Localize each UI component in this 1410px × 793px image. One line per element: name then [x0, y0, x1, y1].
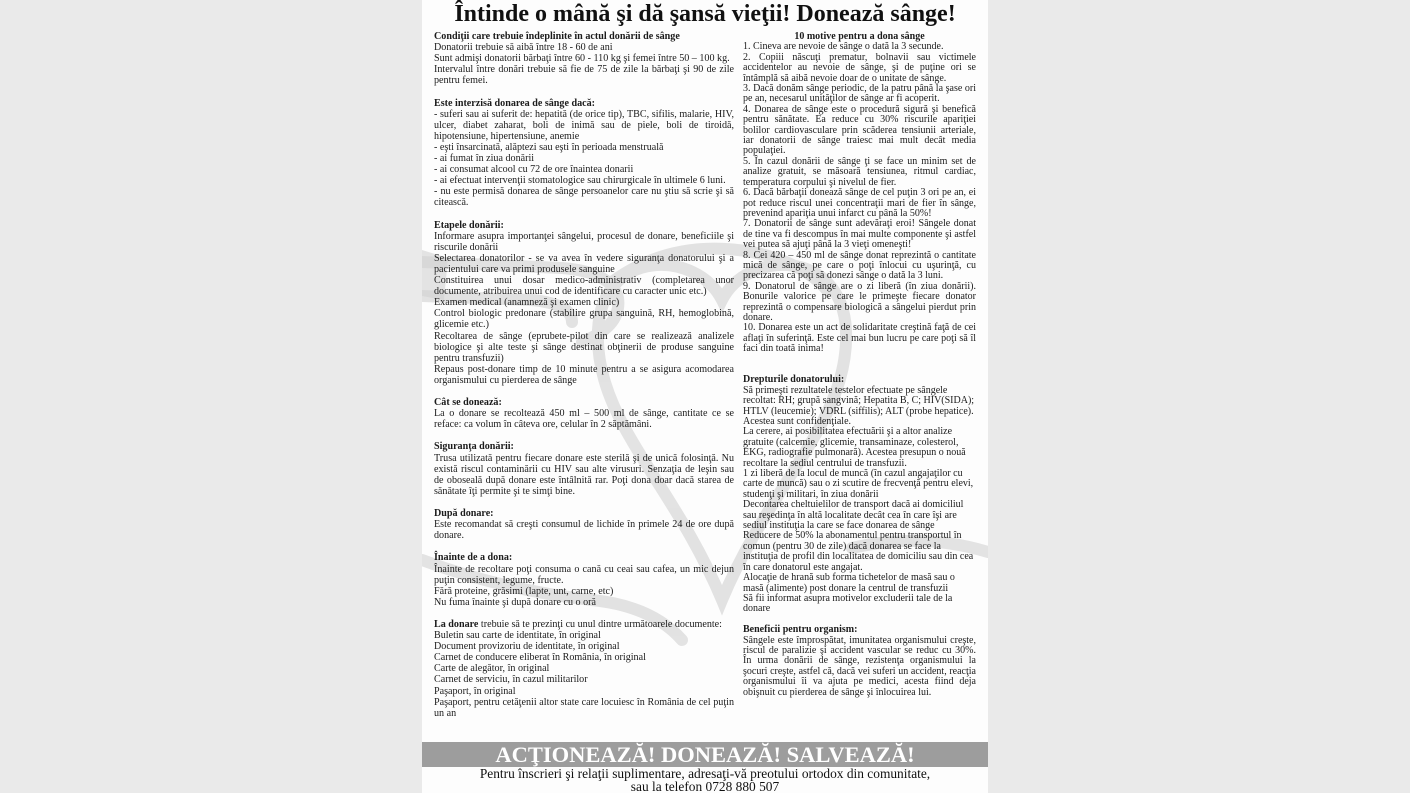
- section-heading: Drepturile donatorului:: [743, 374, 845, 386]
- section-heading: 10 motive pentru a dona sânge: [794, 31, 925, 42]
- donor-right-item: La cerere, ai posibilitatea efectuării şi a altor analize gratuite (calcemie, glicemie, transaminaze, colesterol, EKG, radiografie pulmonară). Acestea presupun o nouă recoltare la sediul centrului de transfuzii.: [743, 426, 966, 469]
- donor-right-item: Reducere de 50% la abonamentul pentru transportul în comun (pentru 30 de zile) dacă donarea se face la instituţia de profil din localitatea de domiciliu sau din cea în care donatorul este angajat.: [743, 530, 974, 573]
- document-item: Document provizoriu de identitate, în original: [434, 641, 620, 653]
- reason-item: 7. Donatorii de sânge sunt adevăraţi eroi! Sângele donat de tine va fi descompus în mai multe componente şi astfel vei putea să ajuţi până la 3 vieţi omeneşti!: [743, 218, 976, 251]
- section-donation-steps: [434, 220, 734, 386]
- section-donor-rights: [743, 375, 976, 614]
- section-donation-conditions: [434, 31, 734, 86]
- section-ten-reasons: [743, 32, 976, 355]
- contraindication-item: - nu este permisă donarea de sânge persoanelor care nu ştiu să scrie şi să citească.: [434, 186, 734, 209]
- donation-step-item: Repaus post-donare timp de 10 minute pentru a se asigura acomodarea organismului cu pierderea de sânge: [434, 363, 734, 386]
- right-column: [743, 32, 976, 698]
- section-heading: Este interzisă donarea de sânge dacă:: [434, 97, 596, 109]
- donation-step-item: Recoltarea de sânge (eprubete-pilot din care se realizează analizele biologice şi alte teste şi sânge destinat obţinerii de produse sanguine pentru transfuzii): [434, 330, 734, 364]
- reason-item: 3. Dacă donăm sânge periodic, de la patru până la şase ori pe an, necesarul unităţilor de sânge ar fi acoperit.: [743, 83, 976, 105]
- document-item: Paşaport, pentru cetăţenii altor state care locuiesc în România de cel puţin un an: [434, 696, 734, 719]
- contraindication-item: - ai fumat în ziua donării: [434, 153, 535, 165]
- left-column: [434, 31, 734, 719]
- section-contraindications: [434, 98, 734, 209]
- section-heading: Condiţii care trebuie îndeplinite în actul donării de sânge: [434, 31, 680, 42]
- contraindication-item: - eşti însarcinată, alăptezi sau eşti în perioada menstruală: [434, 141, 664, 153]
- section-after-donation: [434, 508, 734, 541]
- donation-step-item: Selectarea donatorilor - se va avea în vedere siguranţa donatorului şi a pacientului care va primi produsele sanguine: [434, 252, 734, 275]
- document-item: Buletin sau carte de identitate, în original: [434, 630, 601, 642]
- advice-item: Fără proteine, grăsimi (lapte, unt, carne, etc): [434, 585, 614, 597]
- document-item: Paşaport, în original: [434, 685, 516, 697]
- reason-item: 10. Donarea este un act de solidaritate creştină faţă de cei aflaţi în suferinţă. Este cel mai bun lucru pe care poţi să îl faci din toată inima!: [743, 322, 976, 355]
- section-heading-rest: trebuie să te prezinţi cu unul dintre următoarele documente:: [478, 618, 722, 630]
- section-heading: Înainte de a dona:: [434, 552, 513, 564]
- reason-item: 9. Donatorul de sânge are o zi liberă (în ziua donării). Bonurile valorice pe care le primeşte fiecare donator reprezintă o compensare biologică a sângelui pierdut prin donare.: [743, 280, 976, 323]
- contact-footer: [422, 767, 988, 793]
- donor-right-item: 1 zi liberă de la locul de muncă (în cazul angajaţilor cu carte de muncă) sau o zi scutire de frecvenţă pentru elevi, studenţi şi militari, în ziua donării: [743, 468, 974, 500]
- contraindication-item: - ai efectuat intervenţii stomatologice sau chirurgicale în ultimele 6 luni.: [434, 175, 726, 187]
- donor-right-item: Să fii informat asupra motivelor excluderii tale de la donare: [743, 592, 953, 615]
- condition-item: Donatorii trebuie să aibă între 18 - 60 de ani: [434, 42, 613, 54]
- section-heading: Siguranţa donării:: [434, 441, 514, 453]
- donor-right-item: Decontarea cheltuielilor de transport dacă ai domiciliul sau reşedinţa în altă localitate decât cea în care îşi are sediul instituţia la care se face donarea de sânge: [743, 499, 964, 532]
- paragraph: Trusa utilizată pentru fiecare donare este sterilă şi de unică folosinţă. Nu există riscul contaminării cu HIV sau alte virusuri. Senzaţia de leşin sau de oboseală după donare este întâlnită rar. Poţi dona doar dacă starea de sănătate îţi permite şi te simţi bine.: [434, 452, 734, 497]
- reason-item: 6. Dacă bărbaţii donează sânge de cel puţin 3 ori pe an, ei pot reduce riscul unei concentraţii mari de fier în sânge, prevenind apariţia unui infarct cu până la 50%!: [743, 187, 976, 219]
- contact-phone-line: sau la telefon 0728 880 507: [630, 778, 780, 793]
- reason-item: 1. Cineva are nevoie de sânge o dată la 3 secunde.: [743, 41, 944, 53]
- paragraph: Este recomandat să creşti consumul de lichide în primele 24 de ore după donare.: [434, 519, 734, 542]
- paragraph: Sângele este împrospătat, imunitatea organismului creşte, riscul de paralizie şi accident vascular se reduc cu 30%. În urma donării de sânge, rezistenţa organismului la şocuri creşte, astfel că, dacă vei suferi un accident, reacţia organismului îi va ajuta pe medici, acesta fiind deja obişnuit cu pierderea de sânge şi înlocuirea lui.: [743, 634, 976, 698]
- advice-item: Înainte de recoltare poţi consuma o cană cu ceai sau cafea, un mic dejun puţin consistent, legume, fructe.: [434, 563, 734, 586]
- section-heading: După donare:: [434, 508, 494, 520]
- document-item: Carnet de serviciu, în cazul militarilor: [434, 674, 588, 686]
- reason-item: 5. În cazul donării de sânge ţi se face un minim set de analize gratuit, se măsoară tensiunea, ritmul cardiac, temperatura corpului şi nivelul de fier.: [743, 155, 976, 188]
- section-health-benefits: [743, 625, 976, 698]
- contraindication-item: - suferi sau ai suferit de: hepatită (de orice tip), TBC, sifilis, malarie, HIV, ulcer, diabet zaharat, boli de inimă sau de piele, boli de tiroidă, hipotensiune, hipertensiune, anemie: [434, 108, 734, 142]
- contact-line: Pentru înscrieri şi relaţii suplimentare, adresaţi-vă preotului ortodox din comunitate,: [479, 765, 931, 781]
- section-before-donation: [434, 552, 734, 607]
- section-donation-amount: [434, 397, 734, 430]
- donation-step-item: Control biologic predonare (stabilire grupa sanguină, RH, hemoglobină, glicemie etc.): [434, 308, 734, 331]
- section-donation-safety: [434, 441, 734, 496]
- condition-item: Sunt admişi donatorii bărbaţi între 60 - 110 kg şi femei între 50 – 100 kg.: [434, 53, 730, 65]
- call-to-action-banner: [422, 742, 988, 767]
- banner-text: ACŢIONEAZĂ! DONEAZĂ! SALVEAZĂ!: [495, 742, 915, 767]
- page-title: Întinde o mână şi dă şansă vieţii! Donează sânge!: [454, 1, 956, 27]
- paragraph: La o donare se recoltează 450 ml – 500 ml de sânge, cantitate ce se reface: ca volum în câteva ore, celular în 2 săptămâni.: [434, 408, 734, 431]
- reason-item: 2. Copiii născuţi prematur, bolnavii sau victimele accidentelor au nevoie de sânge, şi de puţine ori se întâmplă să aibă nevoie doar de o unitate de sânge.: [743, 51, 976, 84]
- document-item: Carte de alegător, în original: [434, 663, 550, 675]
- donor-right-item: Să primeşti rezultatele testelor efectuate pe sângele recoltat: RH; grupă sangvină; Hepatita B, C; HIV(SIDA); HTLV (leucemie); VDRL (siffilis); ALT (probe hepatice). Acestea sunt confidenţiale.: [743, 384, 975, 428]
- advice-item: Nu fuma înainte şi după donare cu o oră: [434, 596, 597, 608]
- section-heading: La donare: [434, 618, 479, 630]
- donation-step-item: Informare asupra importanţei sângelui, procesul de donare, beneficiile şi riscurile donării: [434, 230, 734, 253]
- flyer-page: [422, 0, 988, 793]
- donor-right-item: Alocaţie de hrană sub forma tichetelor de masă sau o masă (alimente) post donare la centrul de transfuzii: [743, 572, 955, 594]
- condition-item: Intervalul între donări trebuie să fie de 75 de zile la bărbaţi şi 90 de zile pentru femei.: [434, 64, 734, 87]
- reason-item: 4. Donarea de sânge este o procedură sigură şi benefică pentru sănătate. Ea reduce cu 30% riscurile apariţiei bolilor cardiovasculare prin scăderea tensiunii arteriale, iar donatorii de sânge traiesc mai mult decât media populaţiei.: [743, 103, 976, 157]
- donation-step-item: Constituirea unui dosar medico-administrativ (completarea unor documente, atribuirea unui cod de identificare cu caracter unic etc.): [434, 275, 734, 298]
- contraindication-item: - ai consumat alcool cu 72 de ore înaintea donarii: [434, 164, 634, 176]
- section-heading: Cât se donează:: [434, 397, 502, 409]
- section-heading: Beneficii pentru organism:: [743, 624, 858, 636]
- donation-step-item: Examen medical (anamneză şi examen clinic): [434, 297, 620, 309]
- section-heading-line: [434, 619, 734, 630]
- reason-item: 8. Cei 420 – 450 ml de sânge donat reprezintă o cantitate mică de sânge, pe care o poţi înlocui cu uşurinţă, cu precizarea că poţi să donezi sânge o dată la 3 luni.: [743, 249, 976, 282]
- document-item: Carnet de conducere eliberat în România, în original: [434, 652, 646, 664]
- section-required-documents: [434, 619, 734, 719]
- section-heading: Etapele donării:: [434, 219, 504, 231]
